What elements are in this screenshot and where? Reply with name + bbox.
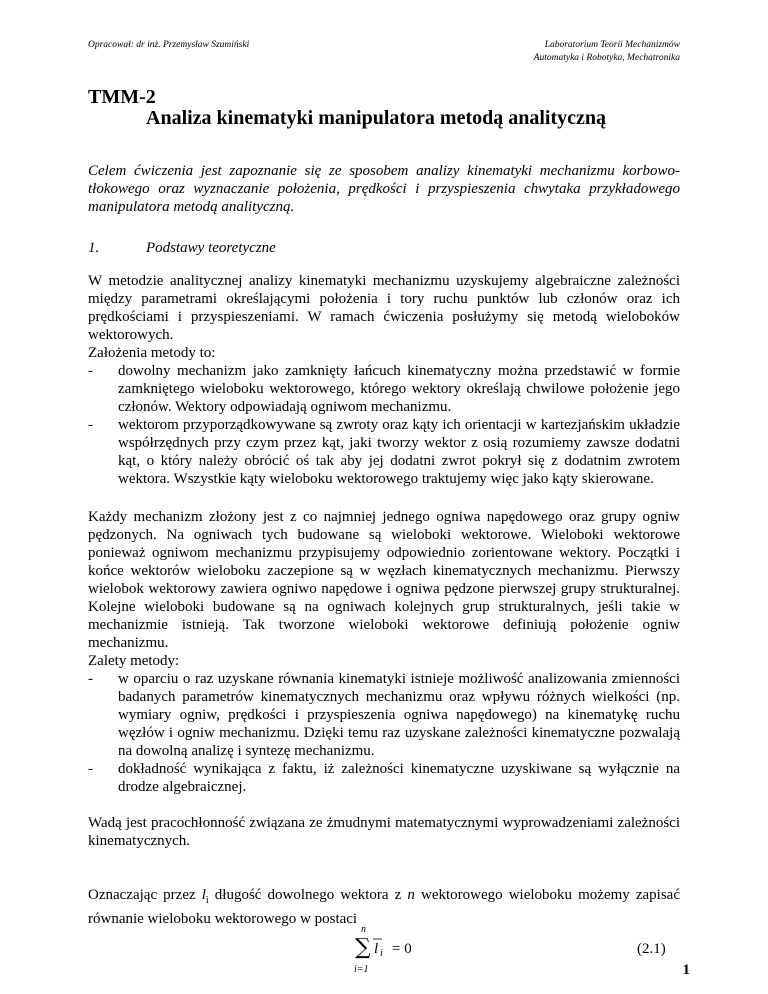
eq-rhs: = 0 — [392, 941, 412, 957]
sum-upper-limit: n — [361, 924, 366, 935]
advantage-item — [88, 670, 680, 760]
notation-text-a: Oznaczając przez — [88, 887, 202, 903]
assumptions-label: Założenia metody to: — [88, 345, 216, 361]
eq-sub-i: i — [380, 948, 383, 959]
section-number: 1. — [88, 240, 100, 256]
assumption-item — [88, 362, 680, 416]
title-code: TMM-2 — [88, 86, 156, 108]
notation-sub-i: i — [205, 895, 209, 906]
equation-2-1 — [0, 920, 768, 980]
paragraph-mechanism: Każdy mechanizm złożony jest z co najmniej jednego ogniwa napędowego oraz grupy ogniw pędzonych. Na ogniwach tych budowane są wieloboki wektorowe. Wieloboki wektorowe ponieważ ogniwom mechanizmu przypisujemy odpowiednio zorientowane wektory. Początki i końce wektorów wieloboku zaczepione są w węzłach kinematycznych mechanizmu. Pierwszy wielobok wektorowy zawiera ogniwo napędowe i ogniwa pędzone pierwszej grupy strukturalnej. Kolejne wieloboki budowane są na ogniwach kolejnych grup strukturalnych, jeśli takie w mechanizmie istnieją. Tak tworzone wieloboki wektorowe definiują położenie ogniw mechanizmu. — [88, 509, 680, 651]
paragraph-method: W metodzie analitycznej analizy kinematyki mechanizmu uzyskujemy algebraiczne zależności między parametrami określającymi położenia i tory ruchu punktów lub członów oraz ich prędkościami i przyspieszeniami. W ramach ćwiczenia posłużymy się metodą wieloboków wektorowych. — [88, 273, 680, 343]
list-dash: - — [88, 417, 93, 433]
page-number: 1 — [682, 962, 690, 978]
assumption-text: dowolny mechanizm jako zamknięty łańcuch kinematyczny można przedstawić w formie zamkniętego wieloboku wektorowego, którego wektory określają chwilowe położenie jego członów. Wektory odpowiadają ogniwom mechanizmu. — [118, 363, 680, 415]
assumption-text: wektorom przyporządkowywane są zwroty oraz kąty ich orientacji w kartezjańskim układzie współrzędnych przy czym przez kąt, jaki tworzy wektor z osią rozumiemy zawsze dodatni kąt, o który należy obrócić oś tak aby jej dodatni zwrot pokrył się z dodatnim zwrotem wektora. Wszystkie kąty wieloboku wektorowego traktujemy więc jako kąty skierowane. — [118, 417, 680, 487]
list-dash: - — [88, 761, 93, 777]
notation-var-n: n — [407, 887, 415, 903]
header-author: Opracował: dr inż. Przemysław Szumiński — [88, 40, 250, 50]
list-dash: - — [88, 363, 93, 379]
assumption-item — [88, 416, 680, 488]
notation-var-l: l — [201, 887, 206, 903]
advantage-text: dokładność wynikająca z faktu, iż zależności kinematyczne uzyskiwane są wyłącznie na drodze algebraicznej. — [118, 761, 680, 795]
header-lab — [534, 39, 680, 65]
notation-text-c: wektorowego wieloboku możemy zapisać równanie wieloboku wektorowego w postaci — [88, 887, 680, 927]
header-lab-line2: Automatyka i Robotyka, Mechatronika — [533, 53, 680, 63]
notation-text-b: długość dowolnego wektora z — [208, 887, 408, 903]
advantage-item — [88, 760, 680, 796]
abstract: Celem ćwiczenia jest zapoznanie się ze sposobem analizy kinematyki mechanizmu korbowo-tłokowego oraz wyznaczanie położenia, prędkości i przyspieszenia chwytaka przykładowego manipulatora metodą analityczną. — [88, 163, 680, 215]
title-main: Analiza kinematyki manipulatora metodą analityczną — [146, 107, 607, 129]
list-dash: - — [88, 671, 93, 687]
sum-lower-limit: i=1 — [354, 964, 369, 975]
section-title: Podstawy teoretyczne — [146, 240, 276, 256]
eq-var-l: l — [374, 941, 379, 957]
paragraph-disadvantage: Wadą jest pracochłonność związana ze żmudnymi matematycznymi wyprowadzeniami zależności kinematycznych. — [88, 815, 680, 849]
header-lab-line1: Laboratorium Teorii Mechanizmów — [544, 40, 680, 50]
sum-symbol-icon: ∑ — [355, 935, 371, 960]
advantages-label: Zalety metody: — [88, 653, 180, 669]
advantage-text: w oparciu o raz uzyskane równania kinematyki istnieje możliwość analizowania zmienności badanych parametrów kinematycznych mechanizmu oraz wpływu różnych wielkości (np. wymiary ogniw, prędkości i przyspieszenia ogniwa napędowego) na kinematykę ruchu węzłów i ogniw mechanizmu. Dzięki temu raz uzyskane zależności kinematyczne pozwalają na dowolną analizę i syntezę mechanizmu. — [118, 671, 680, 759]
equation-number: (2.1) — [637, 941, 666, 957]
